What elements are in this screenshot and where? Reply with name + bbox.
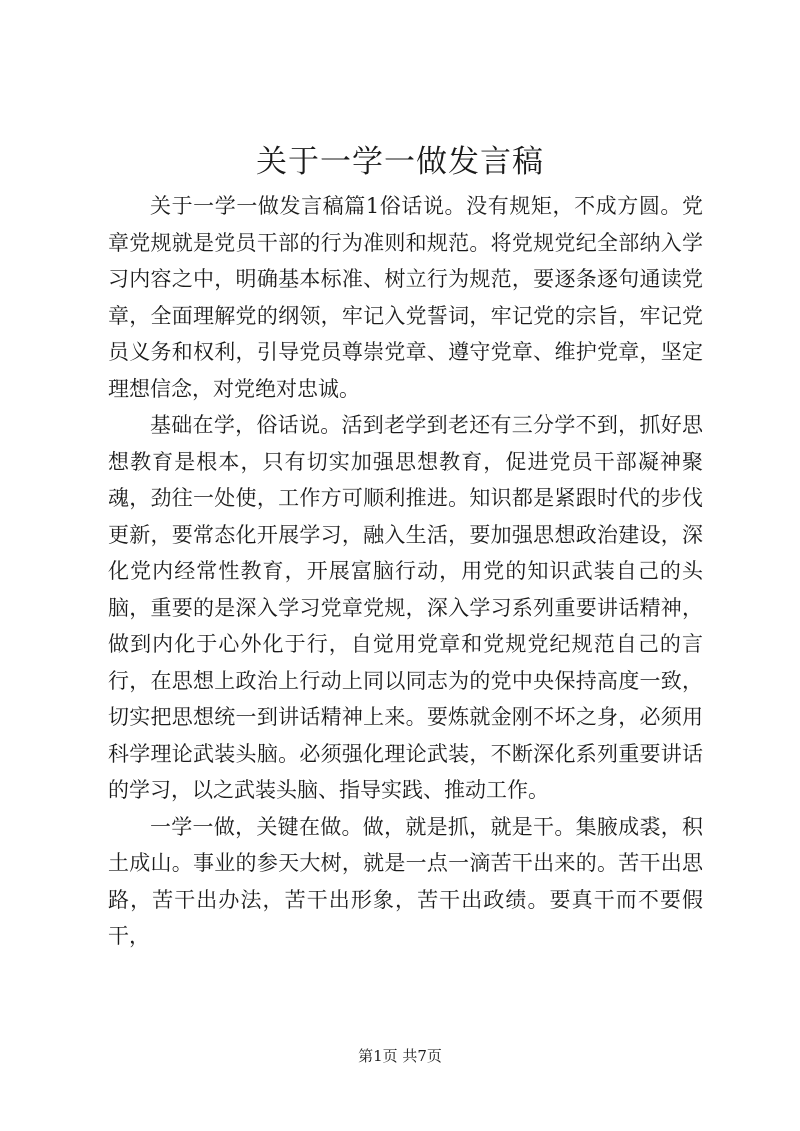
paragraph-2: 基础在学，俗话说。活到老学到老还有三分学不到，抓好思想教育是根本，只有切实加强思想教育，促进党员干部凝神聚魂，劲往一处使，工作方可顺利推进。知识都是紧跟时代的步伐更新，要常态化开展学习，融入生活，要加强思想政治建设，深化党内经常性教育，开展富脑行动，用党的知识武装自己的头脑，重要的是深入学习党章党规，深入学习系列重要讲话精神，做到内化于心外化于行，自觉用党章和党规党纪规范自己的言行，在思想上政治上行动上同以同志为的党中央保持高度一致，切实把思想统一到讲话精神上来。要炼就金刚不坏之身，必须用科学理论武装头脑。必须强化理论武装，不断深化系列重要讲话的学习，以之武装头脑、指导实践、推动工作。 (108, 413, 703, 802)
document-body (108, 188, 703, 955)
paragraph-3: 一学一做，关键在做。做，就是抓，就是干。集腋成裘，积土成山。事业的参天大树，就是一点一滴苦干出来的。苦干出思路，苦干出办法，苦干出形象，苦干出政绩。要真干而不要假干， (108, 814, 703, 948)
document-title: 关于一学一做发言稿 (256, 144, 544, 180)
page-number-footer: 第1页 共7页 (358, 1047, 442, 1065)
paragraph-1: 关于一学一做发言稿篇1俗话说。没有规矩，不成方圆。党章党规就是党员干部的行为准则和规范。将党规党纪全部纳入学习内容之中，明确基本标准、树立行为规范，要逐条逐句通读党章，全面理解党的纲领，牢记入党誓词，牢记党的宗旨，牢记党员义务和权利，引导党员尊崇党章、遵守党章、维护党章，坚定理想信念，对党绝对忠诚。 (108, 194, 703, 401)
